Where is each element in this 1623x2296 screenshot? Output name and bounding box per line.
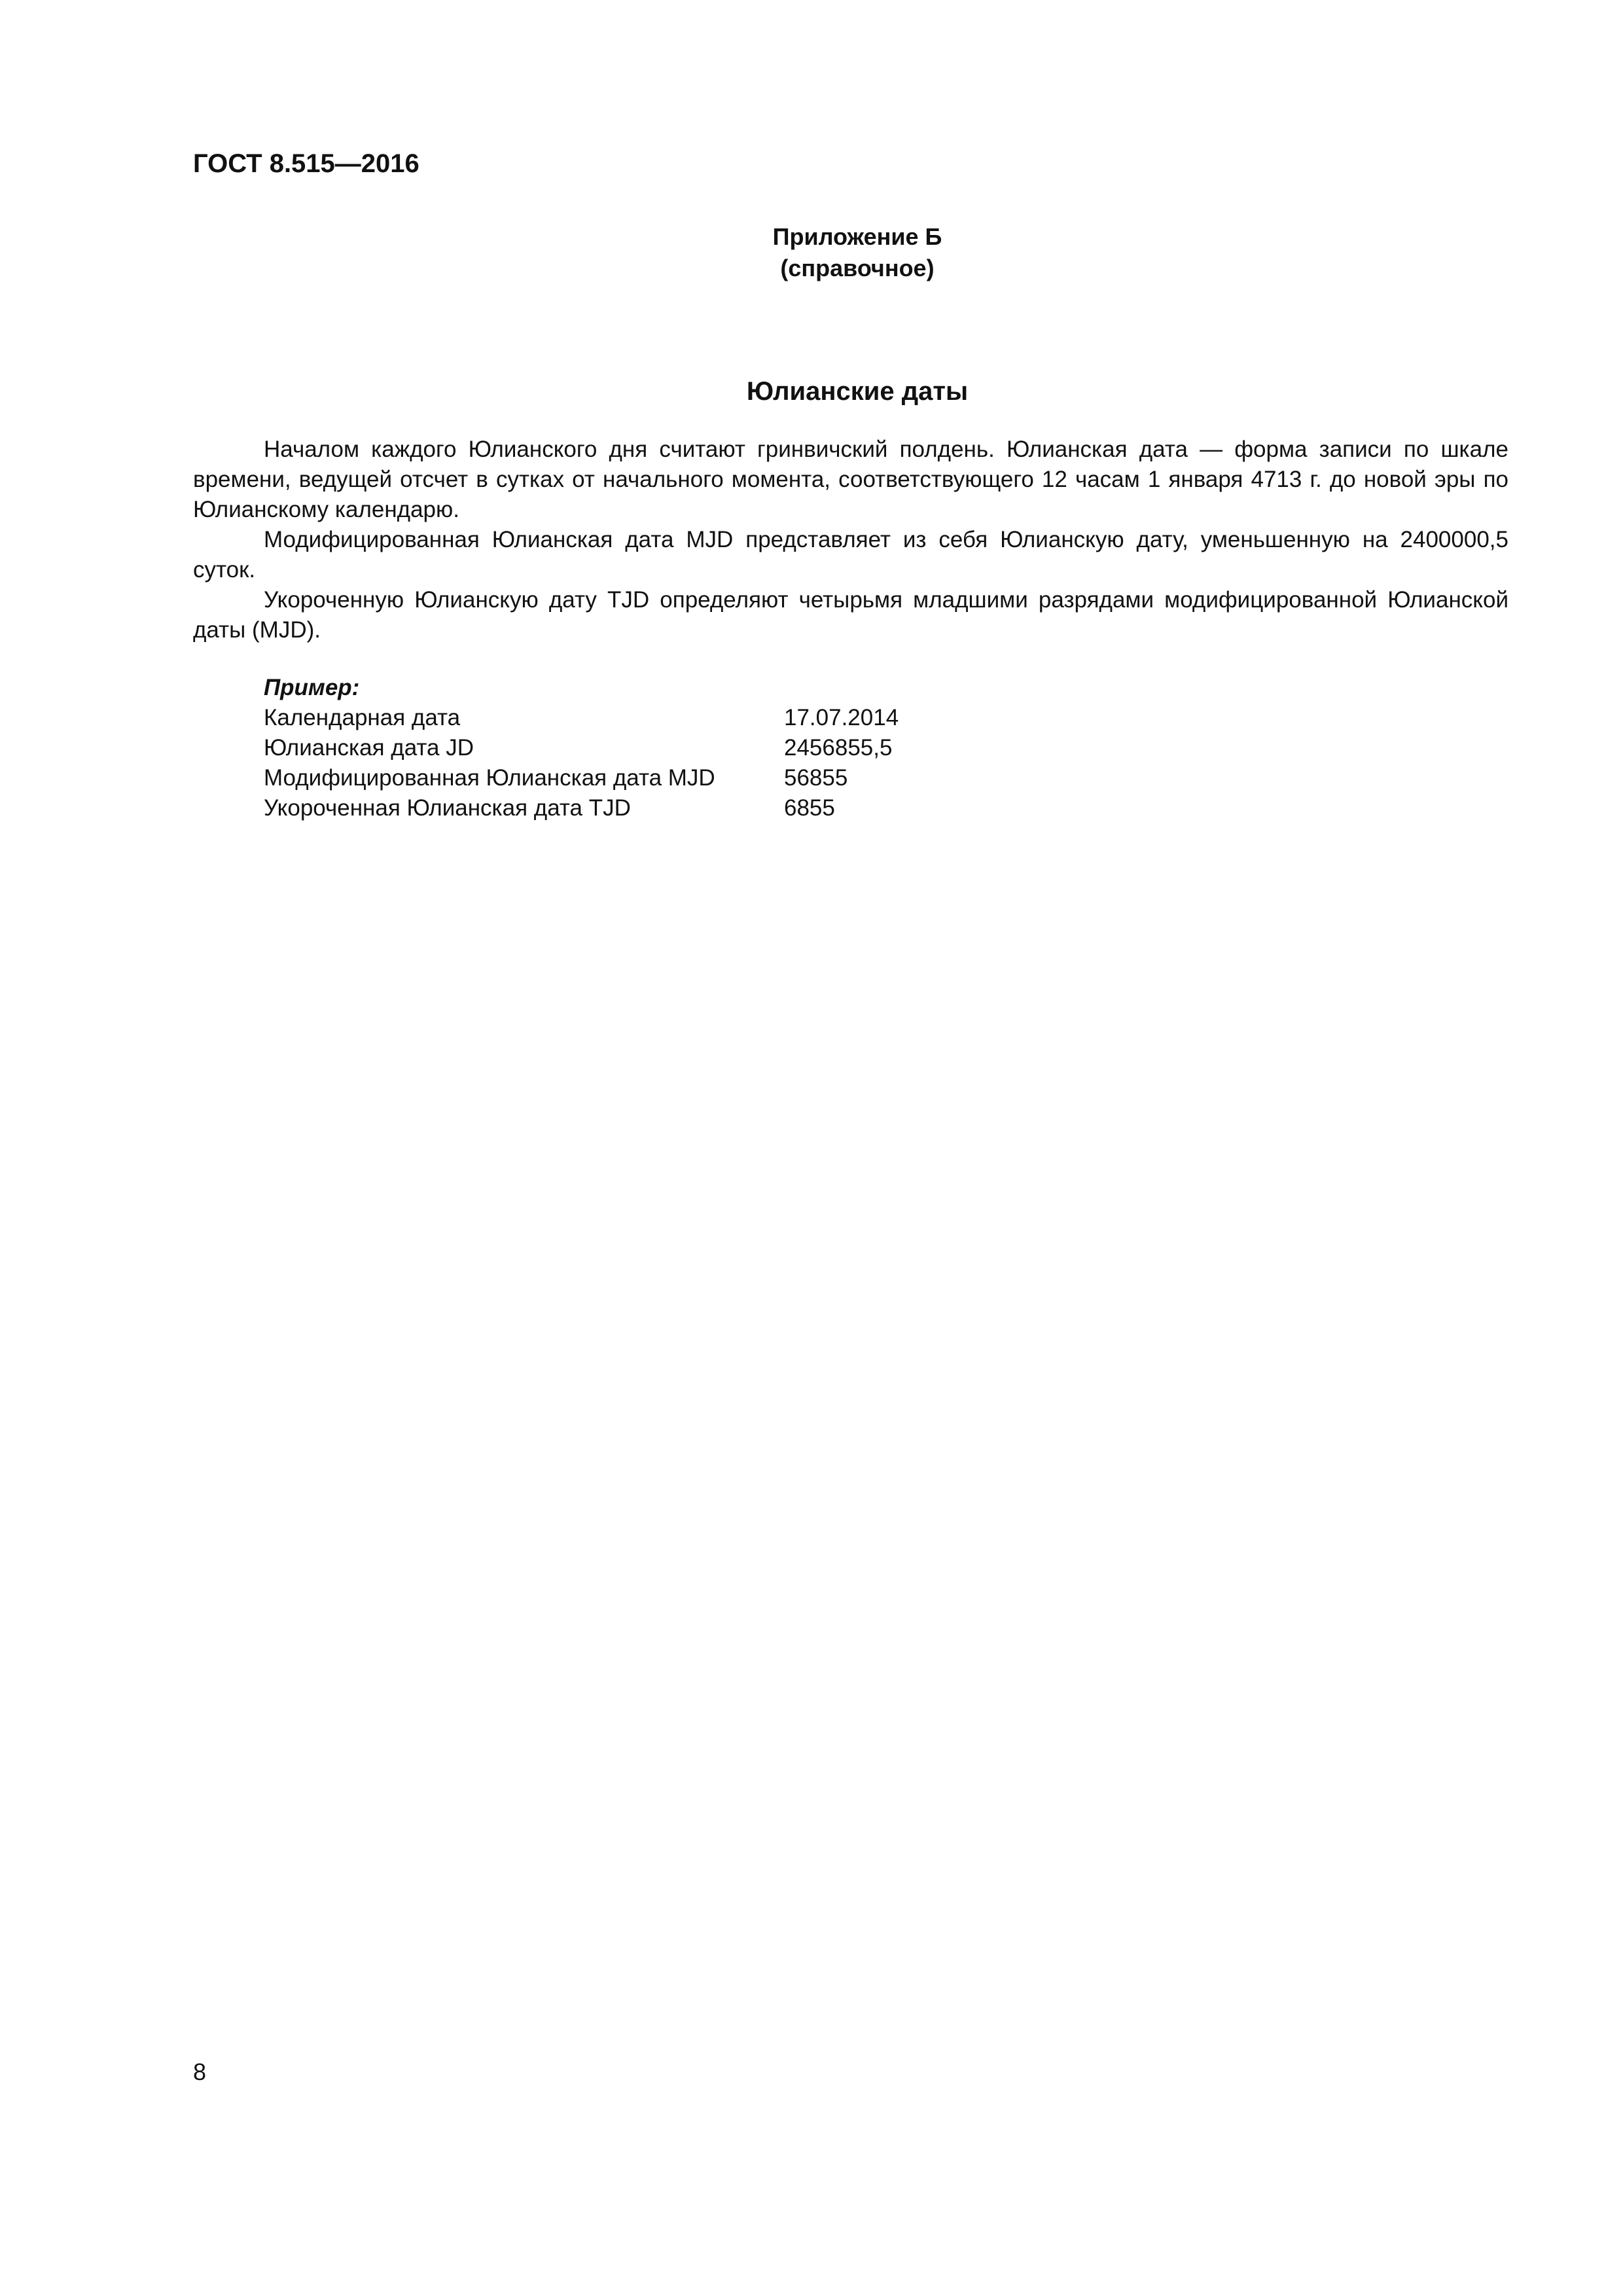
example-row-label: Юлианская дата JD — [264, 735, 474, 761]
example-row — [264, 793, 1180, 823]
example-row-label: Модифицированная Юлианская дата MJD — [264, 765, 715, 791]
appendix-heading — [681, 221, 1034, 284]
example-row-value: 17.07.2014 — [784, 705, 899, 730]
example-row — [264, 703, 1180, 733]
example-row-label: Календарная дата — [264, 705, 461, 730]
example-row-label: Укороченная Юлианская дата TJD — [264, 795, 631, 821]
example-row — [264, 733, 1180, 763]
section-title: Юлианские даты — [746, 377, 969, 406]
example-block — [264, 673, 1180, 823]
example-label: Пример: — [264, 675, 360, 700]
example-row-value: 6855 — [784, 795, 835, 821]
paragraph: Укороченную Юлианскую дату TJD определяют четырьмя младшими разрядами модифицированной Юлианской даты (MJD). — [193, 587, 1508, 643]
standard-header: ГОСТ 8.515—2016 — [193, 149, 419, 178]
body-text — [193, 435, 1508, 645]
paragraph: Началом каждого Юлианского дня считают гринвичский полдень. Юлианская дата — форма записи по шкале времени, ведущей отсчет в сутках от начального момента, соответствующего 12 часам 1 января 4713 г. до новой эры по Юлианскому календарю. — [193, 437, 1508, 522]
appendix-title: Приложение Б — [772, 223, 942, 250]
example-row — [264, 763, 1180, 793]
paragraph: Модифицированная Юлианская дата MJD представляет из себя Юлианскую дату, уменьшенную на 2400000,5 суток. — [193, 527, 1508, 583]
example-row-value: 2456855,5 — [784, 735, 893, 761]
appendix-subtitle: (справочное) — [780, 255, 935, 281]
example-row-value: 56855 — [784, 765, 848, 791]
page-number: 8 — [193, 2058, 207, 2085]
